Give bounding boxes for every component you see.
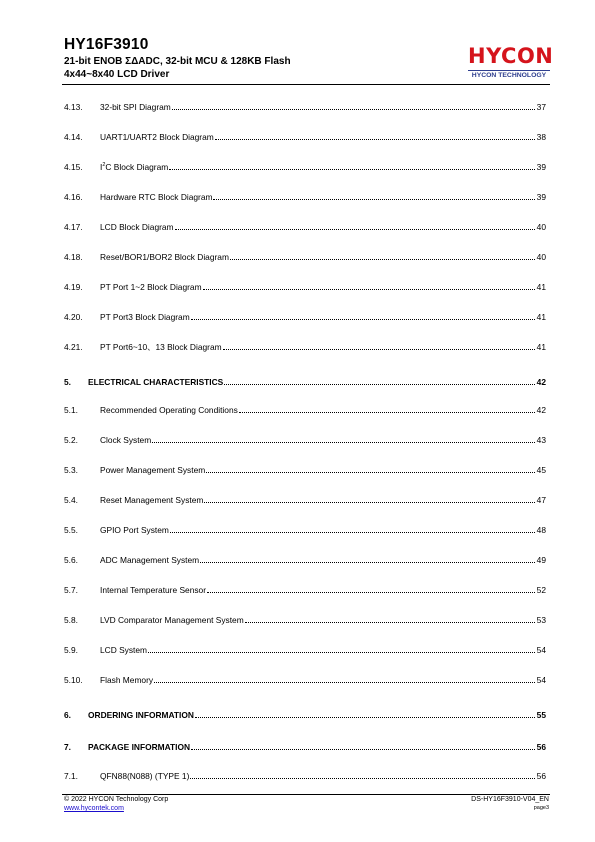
footer-page-number: page3 [533,805,549,811]
toc-entry-page[interactable]: 41 [536,282,546,292]
toc-entry-page[interactable]: 47 [536,495,546,505]
toc-entry[interactable] [64,494,546,506]
toc-entry-page[interactable]: 54 [536,645,546,655]
toc-entry-page[interactable]: 56 [536,742,546,752]
document-subtitle-line2: 4x44~8x40 LCD Driver [64,69,170,80]
toc-entry[interactable] [64,741,546,753]
toc-entry-page[interactable]: 40 [536,222,546,232]
toc-entry-page[interactable]: 56 [536,771,546,781]
toc-dot-leader [152,441,534,443]
toc-dot-leader [148,651,535,653]
toc-dot-leader [206,471,534,473]
toc-entry[interactable] [64,376,546,388]
toc-entry-title[interactable]: Power Management System [100,465,206,475]
toc-dot-leader [223,348,535,350]
toc-entry[interactable] [64,251,546,263]
toc-dot-leader [203,288,535,290]
toc-entry-number: 4.16. [64,192,83,202]
toc-dot-leader [204,501,534,503]
toc-entry-page[interactable]: 39 [536,162,546,172]
toc-dot-leader [224,383,534,385]
toc-entry[interactable] [64,464,546,476]
toc-dot-leader [215,138,535,140]
toc-entry-title[interactable]: 32-bit SPI Diagram [100,102,171,112]
toc-entry-title[interactable]: ADC Management System [100,555,200,565]
toc-entry-title-superscript: 2 [102,162,106,168]
toc-entry-page[interactable]: 42 [536,405,546,415]
toc-dot-leader [175,228,535,230]
toc-dot-leader [169,168,534,170]
toc-entry[interactable] [64,191,546,203]
toc-entry[interactable] [64,281,546,293]
logo-tagline: HYCON TECHNOLOGY [471,72,547,79]
toc-dot-leader [245,621,535,623]
toc-entry-page[interactable]: 42 [536,377,546,387]
toc-entry-title[interactable]: LVD Comparator Management System [100,615,244,625]
toc-dot-leader [191,318,535,320]
toc-entry-title[interactable]: ORDERING INFORMATION [88,710,194,720]
toc-entry-number: 7.1. [64,771,78,781]
toc-entry-number: 5.5. [64,525,78,535]
toc-entry-title[interactable]: Flash Memory [100,675,154,685]
toc-entry-title[interactable]: UART1/UART2 Block Diagram [100,132,214,142]
toc-entry-page[interactable]: 39 [536,192,546,202]
toc-entry-title[interactable]: GPIO Port System [100,525,169,535]
toc-entry[interactable] [64,101,546,113]
footer-left [64,795,168,813]
toc-entry-page[interactable]: 48 [536,525,546,535]
toc-dot-leader [200,561,535,563]
toc-entry[interactable] [64,434,546,446]
toc-dot-leader [170,531,535,533]
toc-dot-leader [213,198,534,200]
toc-entry-number: 6. [64,710,71,720]
toc-entry-number: 4.21. [64,342,83,352]
toc-entry[interactable] [64,644,546,656]
toc-entry[interactable] [64,221,546,233]
toc-entry-title[interactable]: Clock System [100,435,152,445]
toc-entry[interactable] [64,674,546,686]
toc-entry-page[interactable]: 43 [536,435,546,445]
toc-entry-number: 7. [64,742,71,752]
toc-entry-number: 5.6. [64,555,78,565]
toc-entry-title[interactable]: Internal Temperature Sensor [100,585,206,595]
toc-entry[interactable] [64,131,546,143]
toc-entry-number: 5.7. [64,585,78,595]
toc-entry-title[interactable]: PT Port6~10、13 Block Diagram [100,342,222,352]
toc-dot-leader [195,716,535,718]
toc-entry-number: 4.20. [64,312,83,322]
toc-entry-number: 4.15. [64,162,83,172]
toc-entry-number: 5. [64,377,71,387]
toc-entry[interactable] [64,341,546,353]
toc-entry[interactable] [64,554,546,566]
toc-entry-number: 5.4. [64,495,78,505]
toc-entry-title[interactable]: PACKAGE INFORMATION [88,742,191,752]
toc-entry-number: 5.8. [64,615,78,625]
toc-entry-title[interactable] [100,161,168,173]
toc-entry-page[interactable]: 41 [536,342,546,352]
toc-dot-leader [172,108,535,110]
toc-entry-page[interactable]: 40 [536,252,546,262]
toc-entry[interactable] [64,770,546,782]
toc-entry-page[interactable]: 54 [536,675,546,685]
toc-entry-number: 4.14. [64,132,83,142]
toc-dot-leader [230,258,535,260]
toc-entry-title[interactable]: Reset Management System [100,495,204,505]
toc-entry-number: 5.3. [64,465,78,475]
toc-entry[interactable] [64,584,546,596]
toc-entry-page[interactable]: 52 [536,585,546,595]
toc-entry-title[interactable]: LCD System [100,645,148,655]
toc-entry-page[interactable]: 37 [536,102,546,112]
toc-entry-page[interactable]: 53 [536,615,546,625]
toc-entry[interactable] [64,709,546,721]
toc-entry-title[interactable]: PT Port3 Block Diagram [100,312,190,322]
toc-entry-title[interactable]: Reset/BOR1/BOR2 Block Diagram [100,252,229,262]
toc-entry-title[interactable]: ELECTRICAL CHARACTERISTICS [88,377,224,387]
toc-entry-title-part: I [100,162,103,172]
toc-entry[interactable] [64,524,546,536]
toc-dot-leader [239,411,535,413]
toc-entry-number: 5.9. [64,645,78,655]
toc-entry-title[interactable]: Hardware RTC Block Diagram [100,192,213,202]
toc-dot-leader [191,748,535,750]
toc-entry-title[interactable]: QFN88(N088) (TYPE 1) [100,771,190,781]
footer-copyright: © 2022 HYCON Technology Corp [64,796,169,803]
toc-entry-number: 5.1. [64,405,78,415]
toc-entry[interactable] [64,614,546,626]
toc-entry-number: 5.2. [64,435,78,445]
toc-dot-leader [154,681,535,683]
toc-entry[interactable] [64,311,546,323]
document-subtitle-line1: 21-bit ENOB ΣΔADC, 32-bit MCU & 128KB Flash [64,56,291,67]
toc-entry[interactable] [64,404,546,416]
toc-entry-page[interactable]: 55 [536,710,546,720]
toc-entry-number: 4.17. [64,222,83,232]
toc-entry-title-part: C Block Diagram [105,162,169,172]
toc-dot-leader [207,591,535,593]
toc-entry-number: 4.13. [64,102,83,112]
toc-entry-title[interactable]: Recommended Operating Conditions [100,405,238,415]
toc-entry-page[interactable]: 45 [536,465,546,475]
toc-entry-page[interactable]: 49 [536,555,546,565]
footer-website-link[interactable]: www.hycontek.com [64,805,124,812]
toc-entry-number: 4.19. [64,282,83,292]
toc-entry-title[interactable]: PT Port 1~2 Block Diagram [100,282,202,292]
document-title: HY16F3910 [64,36,149,53]
logo-wordmark: HYCON [468,44,554,68]
toc-entry-page[interactable]: 41 [536,312,546,322]
toc-entry[interactable] [64,161,546,173]
footer-document-id: DS-HY16F3910-V04_EN [471,796,549,803]
toc-dot-leader [190,777,534,779]
toc-entry-page[interactable]: 38 [536,132,546,142]
footer-right [471,795,549,813]
toc-entry-number: 4.18. [64,252,83,262]
toc-entry-number: 5.10. [64,675,83,685]
toc-entry-title[interactable]: LCD Block Diagram [100,222,174,232]
